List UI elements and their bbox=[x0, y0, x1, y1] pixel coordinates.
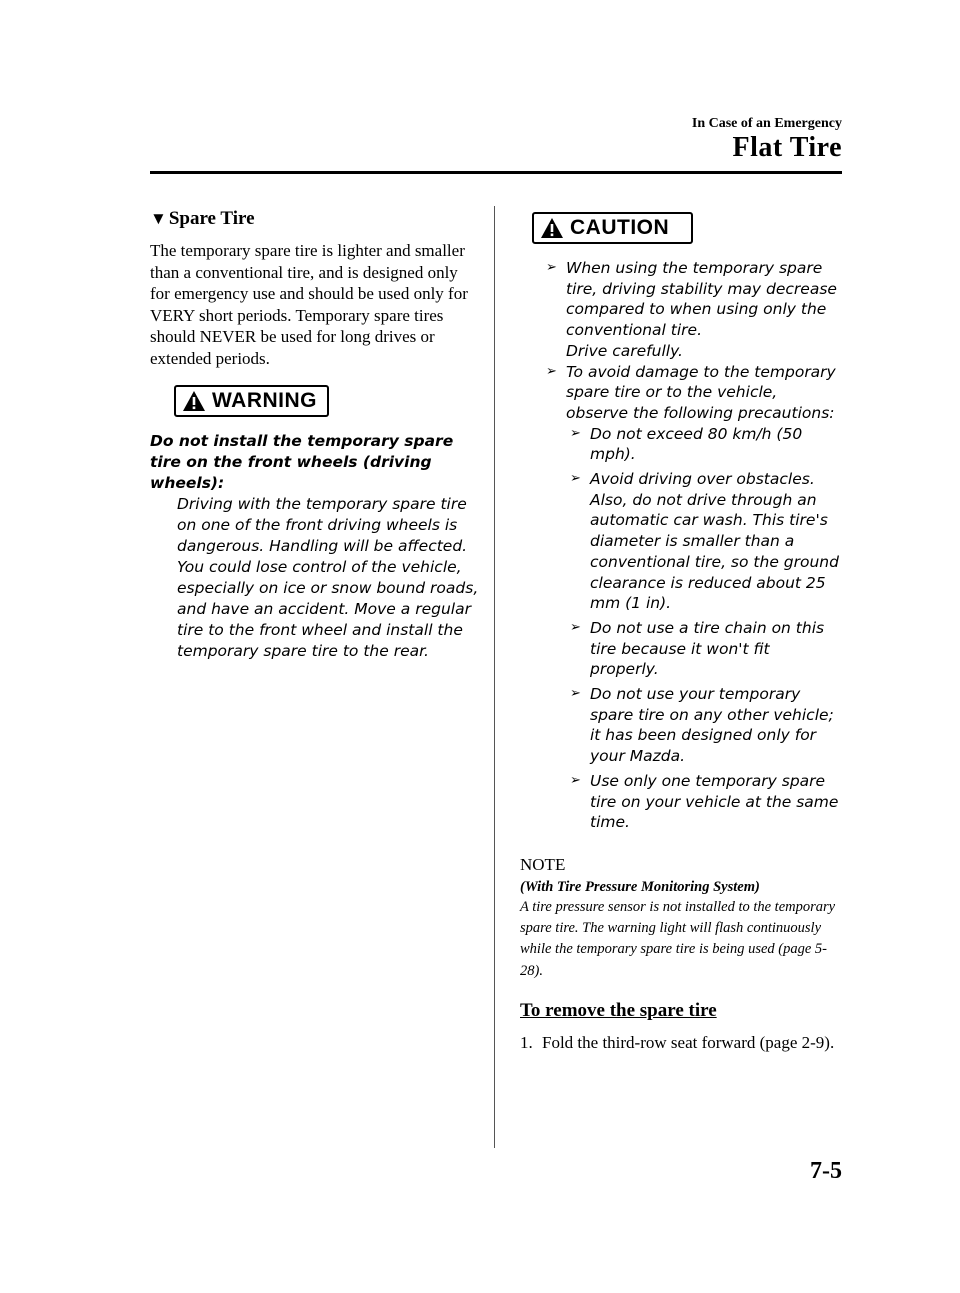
arrow-bullet-icon: ➢ bbox=[570, 619, 581, 635]
page-number: 7-5 bbox=[810, 1158, 842, 1184]
arrow-bullet-icon: ➢ bbox=[570, 772, 581, 788]
left-column bbox=[150, 208, 480, 662]
spare-tire-heading bbox=[150, 208, 480, 230]
note-subheading: (With Tire Pressure Monitoring System) bbox=[520, 878, 760, 895]
step-number: 1. bbox=[520, 1032, 533, 1052]
right-column bbox=[520, 212, 840, 1054]
triangle-marker-icon: ▼ bbox=[150, 209, 167, 228]
precaution-text: Do not use your temporary spare tire on any other vehicle; it has been designed only for your Mazda. bbox=[590, 685, 834, 766]
precaution-text: Use only one temporary spare tire on your vehicle at the same time. bbox=[590, 771, 839, 832]
caution-badge bbox=[532, 212, 693, 244]
warning-label: WARNING bbox=[212, 389, 317, 412]
caution-icon bbox=[540, 217, 564, 239]
warning-icon bbox=[182, 390, 206, 412]
precaution-item bbox=[520, 424, 840, 465]
precaution-text: Do not exceed 80 km/h (50 mph). bbox=[590, 424, 803, 464]
caution-item-text-2: Drive carefully. bbox=[566, 341, 683, 360]
precaution-text: Do not use a tire chain on this tire because it won't fit properly. bbox=[590, 618, 825, 679]
caution-label: CAUTION bbox=[570, 216, 670, 239]
note-text: A tire pressure sensor is not installed to the temporary spare tire. The warning light will flash continuously while the temporary spare tire is being used (page 5-28). bbox=[520, 898, 836, 979]
remove-spare-heading: To remove the spare tire bbox=[520, 999, 717, 1021]
spare-tire-body: The temporary spare tire is lighter and smaller than a conventional tire, and is designed only for emergency use and should be used only for VERY short periods. Temporary spare tires should NEVER be used for long drives or extended periods. bbox=[150, 241, 468, 368]
column-divider bbox=[494, 206, 495, 1148]
caution-list bbox=[520, 258, 840, 833]
precaution-item bbox=[520, 684, 840, 767]
arrow-bullet-icon: ➢ bbox=[570, 425, 581, 441]
arrow-bullet-icon: ➢ bbox=[546, 260, 557, 275]
precaution-item bbox=[520, 469, 840, 614]
arrow-bullet-icon: ➢ bbox=[546, 363, 557, 379]
warning-body: Driving with the temporary spare tire on one of the front driving wheels is dangerous. Handling will be affected. You could lose control of the vehicle, especially on ice or snow bound roads, and have an accident. Move a regular tire to the front wheel and install the temporary spare tire to the rear. bbox=[177, 495, 479, 660]
spare-tire-heading-text: Spare Tire bbox=[168, 208, 255, 229]
arrow-bullet-icon: ➢ bbox=[570, 471, 581, 487]
chapter-title: In Case of an Emergency bbox=[691, 116, 842, 131]
note-label: NOTE bbox=[520, 854, 566, 874]
arrow-bullet-icon: ➢ bbox=[570, 686, 581, 702]
step-item bbox=[520, 1032, 840, 1054]
warning-lead: Do not install the temporary spare tire on the front wheels (driving wheels): bbox=[150, 432, 454, 492]
warning-badge bbox=[174, 385, 329, 417]
precaution-item bbox=[520, 618, 840, 680]
step-text: Fold the third-row seat forward (page 2-9). bbox=[542, 1032, 835, 1052]
header-rule bbox=[150, 171, 842, 174]
caution-item bbox=[520, 362, 840, 833]
caution-item-text: When using the temporary spare tire, driving stability may decrease compared to when using only the conventional tire. bbox=[566, 259, 837, 340]
caution-item bbox=[520, 258, 840, 362]
precaution-text: Avoid driving over obstacles. Also, do not drive through an automatic car wash. This tire's diameter is smaller than a conventional tire, so the ground clearance is reduced about 25 mm (1 in). bbox=[590, 470, 839, 613]
precaution-list bbox=[520, 424, 840, 833]
caution-item-text: To avoid damage to the temporary spare tire or to the vehicle, observe the following precautions: bbox=[566, 362, 836, 422]
precaution-item bbox=[520, 771, 840, 833]
section-title: Flat Tire bbox=[732, 132, 842, 163]
